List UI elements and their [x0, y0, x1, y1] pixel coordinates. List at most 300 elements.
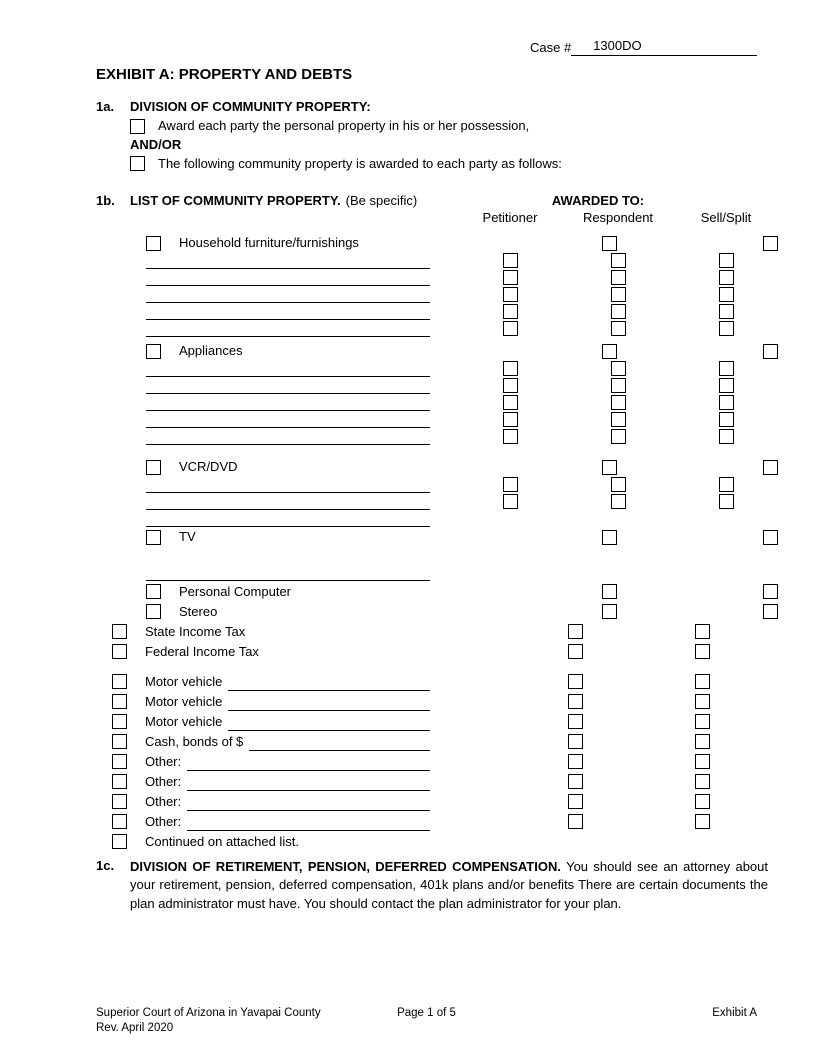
list-row-left	[0, 304, 456, 320]
checkbox-respondent[interactable]	[695, 644, 710, 659]
checkbox-petitioner[interactable]	[503, 361, 518, 376]
list-row-left	[0, 235, 456, 251]
award-cell-sellsplit	[672, 494, 780, 510]
write-in-line[interactable]	[146, 287, 430, 303]
checkbox-petitioner[interactable]	[503, 395, 518, 410]
page-footer	[96, 1006, 757, 1036]
checkbox-respondent[interactable]	[611, 395, 626, 410]
award-cell-respondent	[583, 644, 710, 661]
checkbox-sellsplit[interactable]	[719, 253, 734, 268]
section-1c-heading: DIVISION OF RETIREMENT, PENSION, DEFERRED COMPENSATION.	[130, 859, 561, 874]
checkbox-sellsplit[interactable]	[719, 270, 734, 285]
checkbox-respondent[interactable]	[611, 304, 626, 319]
list-row	[0, 428, 816, 445]
footer-page-number: Page 1 of 5	[397, 1007, 456, 1019]
checkbox-petitioner[interactable]	[568, 694, 583, 709]
checkbox-respondent[interactable]	[611, 321, 626, 336]
item-checkbox[interactable]	[112, 794, 127, 809]
list-row-left	[0, 429, 456, 445]
award-cells	[456, 361, 780, 377]
item-checkbox[interactable]	[146, 530, 161, 545]
award-cell-sellsplit	[778, 584, 816, 601]
award-cell-sellsplit	[672, 378, 780, 394]
list-row-left	[0, 644, 456, 661]
be-specific-note: (Be specific)	[345, 193, 418, 208]
list-row-left	[0, 624, 456, 641]
item-checkbox[interactable]	[112, 644, 127, 659]
award-cell-respondent	[564, 395, 672, 411]
award-cells	[456, 412, 780, 428]
award-cell-petitioner	[456, 412, 564, 428]
checkbox-petitioner[interactable]	[568, 644, 583, 659]
write-in-line[interactable]	[249, 746, 430, 751]
option-possession-row	[130, 118, 756, 134]
item-checkbox[interactable]	[112, 834, 127, 849]
award-cell-petitioner	[456, 694, 583, 711]
award-cell-respondent	[564, 429, 672, 445]
award-cell-sellsplit	[778, 604, 816, 621]
list-row	[0, 691, 816, 711]
checkbox-petitioner[interactable]	[503, 304, 518, 319]
checkbox-sellsplit[interactable]	[719, 477, 734, 492]
award-cell-respondent	[617, 344, 778, 360]
award-cells	[456, 530, 816, 546]
write-in-line[interactable]	[146, 494, 430, 510]
award-cell-petitioner	[456, 270, 564, 286]
checkbox-respondent[interactable]	[611, 429, 626, 444]
checkbox-petitioner[interactable]	[602, 344, 617, 359]
award-cell-respondent	[583, 624, 710, 641]
award-cell-sellsplit	[710, 814, 816, 831]
item-checkbox[interactable]	[146, 344, 161, 359]
checkbox-respondent[interactable]	[611, 378, 626, 393]
item-label: Cash, bonds of $	[145, 734, 244, 750]
award-cells	[456, 236, 816, 252]
award-cell-respondent	[564, 378, 672, 394]
list-row-left	[0, 253, 456, 269]
checkbox-possession[interactable]	[130, 119, 145, 134]
list-row	[0, 771, 816, 791]
checkbox-respondent[interactable]	[695, 624, 710, 639]
award-cell-respondent	[564, 270, 672, 286]
list-row	[0, 581, 816, 601]
column-header-petitioner: Petitioner	[482, 210, 538, 226]
award-cell-sellsplit	[710, 624, 816, 641]
list-row-left	[0, 674, 456, 691]
item-label: Appliances	[179, 343, 243, 359]
list-row	[0, 811, 816, 831]
list-row	[0, 510, 816, 527]
item-checkbox[interactable]	[112, 624, 127, 639]
checkbox-respondent[interactable]	[763, 584, 778, 599]
item-checkbox[interactable]	[112, 674, 127, 689]
checkbox-respondent[interactable]	[695, 794, 710, 809]
list-row	[0, 731, 816, 751]
list-row	[0, 476, 816, 493]
write-in-line[interactable]	[146, 477, 430, 493]
award-cells	[456, 714, 816, 731]
list-row	[0, 751, 816, 771]
list-row-left	[0, 494, 456, 510]
award-column-headers	[0, 210, 816, 226]
checkbox-respondent[interactable]	[763, 236, 778, 251]
award-cell-respondent	[564, 477, 672, 493]
item-label: Personal Computer	[179, 584, 291, 600]
list-row-left	[0, 814, 456, 831]
item-checkbox[interactable]	[112, 754, 127, 769]
item-label: Continued on attached list.	[145, 834, 299, 850]
award-cell-petitioner	[456, 674, 583, 691]
list-row	[0, 394, 816, 411]
list-row	[0, 341, 816, 360]
award-cell-respondent	[583, 674, 710, 691]
checkbox-sellsplit[interactable]	[719, 304, 734, 319]
item-checkbox[interactable]	[146, 584, 161, 599]
section-1a-heading: DIVISION OF COMMUNITY PROPERTY:	[130, 99, 371, 114]
award-cell-petitioner	[456, 494, 564, 510]
award-cell-petitioner	[456, 477, 564, 493]
page-title: EXHIBIT A: PROPERTY AND DEBTS	[96, 66, 353, 83]
list-row-left	[0, 477, 456, 493]
award-cells	[456, 694, 816, 711]
checkbox-sellsplit[interactable]	[719, 361, 734, 376]
award-cell-petitioner	[456, 429, 564, 445]
award-cell-sellsplit	[710, 714, 816, 731]
item-checkbox[interactable]	[112, 814, 127, 829]
column-header-respondent: Respondent	[582, 210, 654, 226]
list-row-left	[0, 459, 456, 475]
list-spacer	[0, 546, 816, 564]
write-in-line[interactable]	[187, 826, 430, 831]
checkbox-petitioner[interactable]	[602, 460, 617, 475]
list-row	[0, 601, 816, 621]
write-in-line[interactable]	[146, 304, 430, 320]
checkbox-sellsplit[interactable]	[719, 395, 734, 410]
checkbox-petitioner[interactable]	[503, 287, 518, 302]
award-cell-sellsplit	[710, 774, 816, 791]
award-cell-petitioner	[456, 344, 617, 360]
item-label: Motor vehicle	[145, 714, 223, 730]
write-in-line[interactable]	[187, 786, 430, 791]
write-in-line[interactable]	[228, 726, 430, 731]
write-in-line[interactable]	[146, 511, 430, 527]
award-cell-respondent	[617, 584, 778, 601]
checkbox-petitioner[interactable]	[602, 530, 617, 545]
award-cell-respondent	[583, 814, 710, 831]
list-row	[0, 233, 816, 252]
item-label: Other:	[145, 814, 182, 830]
award-cells	[456, 378, 780, 394]
case-label: Case #	[530, 40, 572, 55]
list-row	[0, 411, 816, 428]
award-cell-petitioner	[456, 395, 564, 411]
award-cell-petitioner	[456, 624, 583, 641]
andor-label: AND/OR	[130, 136, 182, 152]
checkbox-petitioner[interactable]	[503, 477, 518, 492]
case-number-field[interactable]: 1300DO	[571, 38, 757, 56]
list-row	[0, 791, 816, 811]
list-spacer	[0, 445, 816, 457]
checkbox-respondent[interactable]	[695, 754, 710, 769]
award-cell-petitioner	[456, 774, 583, 791]
list-row-left	[0, 343, 456, 359]
award-cell-sellsplit	[710, 674, 816, 691]
award-cells	[456, 429, 780, 445]
section-1c-body: You should see an attorney about your retirement, pension, deferred compensation, 401k plans and/or benefits There are certain documents the plan administrator must have. You should contact the plan administrator for your plan.	[130, 859, 768, 911]
checkbox-petitioner[interactable]	[503, 412, 518, 427]
list-row-left	[0, 834, 456, 851]
list-row-left	[0, 714, 456, 731]
write-in-line[interactable]	[187, 766, 430, 771]
award-cells	[456, 321, 780, 337]
section-1a-number: 1a.	[96, 99, 115, 114]
checkbox-respondent[interactable]	[611, 494, 626, 509]
award-cells	[456, 674, 816, 691]
checkbox-sellsplit[interactable]	[719, 494, 734, 509]
checkbox-respondent[interactable]	[695, 694, 710, 709]
write-in-line[interactable]	[146, 395, 430, 411]
award-cell-petitioner	[456, 287, 564, 303]
award-cell-respondent	[583, 734, 710, 751]
write-in-line[interactable]	[187, 806, 430, 811]
write-in-line[interactable]	[146, 378, 430, 394]
item-label: Other:	[145, 794, 182, 810]
section-1a	[96, 99, 756, 172]
checkbox-sellsplit[interactable]	[719, 378, 734, 393]
list-row	[0, 377, 816, 394]
list-row-left	[0, 412, 456, 428]
checkbox-sellsplit[interactable]	[719, 412, 734, 427]
checkbox-respondent[interactable]	[695, 674, 710, 689]
award-cell-sellsplit	[778, 236, 816, 252]
list-row-left	[0, 395, 456, 411]
checkbox-respondent[interactable]	[763, 344, 778, 359]
checkbox-petitioner[interactable]	[568, 624, 583, 639]
award-cell-sellsplit	[778, 460, 816, 476]
checkbox-petitioner[interactable]	[568, 734, 583, 749]
checkbox-respondent[interactable]	[695, 814, 710, 829]
section-1b	[0, 193, 816, 851]
list-row-left	[0, 529, 456, 545]
award-cells	[456, 644, 816, 661]
list-row	[0, 252, 816, 269]
award-cell-petitioner	[456, 644, 583, 661]
checkbox-respondent[interactable]	[763, 460, 778, 475]
checkbox-sellsplit[interactable]	[719, 429, 734, 444]
checkbox-respondent[interactable]	[695, 714, 710, 729]
list-row	[0, 564, 816, 581]
award-cell-respondent	[583, 714, 710, 731]
list-row-left	[0, 321, 456, 337]
item-label: Federal Income Tax	[145, 644, 259, 660]
checkbox-petitioner[interactable]	[568, 794, 583, 809]
checkbox-respondent[interactable]	[611, 287, 626, 302]
checkbox-petitioner[interactable]	[503, 378, 518, 393]
award-cells	[456, 604, 816, 621]
item-label: State Income Tax	[145, 624, 246, 640]
checkbox-petitioner[interactable]	[503, 429, 518, 444]
list-row	[0, 527, 816, 546]
checkbox-sellsplit[interactable]	[719, 287, 734, 302]
award-cell-petitioner	[456, 734, 583, 751]
award-cells	[456, 794, 816, 811]
checkbox-petitioner[interactable]	[568, 814, 583, 829]
write-in-line[interactable]	[146, 270, 430, 286]
checkbox-petitioner[interactable]	[503, 321, 518, 336]
checkbox-community-list[interactable]	[130, 156, 145, 171]
award-cell-petitioner	[456, 460, 617, 476]
award-cell-sellsplit	[672, 412, 780, 428]
write-in-line[interactable]	[228, 686, 430, 691]
award-cell-sellsplit	[710, 694, 816, 711]
award-cell-petitioner	[456, 378, 564, 394]
award-cell-respondent	[583, 754, 710, 771]
write-in-line[interactable]	[146, 429, 430, 445]
list-row	[0, 457, 816, 476]
item-label: Other:	[145, 754, 182, 770]
award-cell-sellsplit	[710, 794, 816, 811]
item-label: Household furniture/furnishings	[179, 235, 359, 251]
checkbox-petitioner[interactable]	[503, 494, 518, 509]
checkbox-petitioner[interactable]	[568, 774, 583, 789]
award-cells	[456, 494, 780, 510]
award-cell-sellsplit	[778, 344, 816, 360]
item-checkbox[interactable]	[146, 236, 161, 251]
award-cell-sellsplit	[672, 395, 780, 411]
checkbox-respondent[interactable]	[611, 361, 626, 376]
write-in-line[interactable]	[146, 412, 430, 428]
award-cell-petitioner	[456, 814, 583, 831]
award-cells	[456, 253, 780, 269]
award-cells	[456, 734, 816, 751]
list-row	[0, 286, 816, 303]
award-cell-sellsplit	[672, 477, 780, 493]
item-checkbox[interactable]	[146, 460, 161, 475]
award-cell-respondent	[583, 794, 710, 811]
checkbox-petitioner[interactable]	[568, 714, 583, 729]
checkbox-respondent[interactable]	[695, 774, 710, 789]
write-in-line[interactable]	[146, 321, 430, 337]
item-checkbox[interactable]	[112, 694, 127, 709]
award-cell-petitioner	[456, 236, 617, 252]
checkbox-respondent[interactable]	[611, 412, 626, 427]
checkbox-sellsplit[interactable]	[719, 321, 734, 336]
award-cell-respondent	[583, 774, 710, 791]
award-cell-respondent	[617, 236, 778, 252]
write-in-line[interactable]	[146, 253, 430, 269]
list-row-left	[0, 694, 456, 711]
list-row	[0, 303, 816, 320]
section-1c	[96, 858, 768, 913]
write-in-line[interactable]	[146, 361, 430, 377]
column-header-spacer	[0, 210, 456, 226]
award-cell-petitioner	[456, 754, 583, 771]
item-checkbox[interactable]	[112, 774, 127, 789]
list-row-left	[0, 565, 456, 581]
list-row	[0, 621, 816, 641]
award-cell-petitioner	[456, 321, 564, 337]
award-cell-respondent	[564, 361, 672, 377]
list-spacer	[0, 661, 816, 671]
column-header-sellsplit: Sell/Split	[700, 210, 752, 226]
award-cells	[456, 304, 780, 320]
award-cell-petitioner	[456, 361, 564, 377]
checkbox-petitioner[interactable]	[503, 270, 518, 285]
item-checkbox[interactable]	[146, 604, 161, 619]
list-row-left	[0, 754, 456, 771]
checkbox-petitioner[interactable]	[568, 754, 583, 769]
list-row	[0, 641, 816, 661]
award-cells	[456, 270, 780, 286]
checkbox-respondent[interactable]	[695, 734, 710, 749]
checkbox-petitioner[interactable]	[503, 253, 518, 268]
section-1b-number: 1b.	[96, 193, 115, 208]
award-cell-petitioner	[456, 714, 583, 731]
option-community-list-row	[130, 156, 756, 172]
list-row-left	[0, 270, 456, 286]
footer-court-name: Superior Court of Arizona in Yavapai County	[96, 1007, 321, 1019]
write-in-line[interactable]	[146, 565, 430, 581]
checkbox-respondent[interactable]	[611, 270, 626, 285]
option-possession-text: Award each party the personal property in his or her possession,	[158, 118, 530, 134]
list-row-left	[0, 511, 456, 527]
checkbox-respondent[interactable]	[611, 477, 626, 492]
item-checkbox[interactable]	[112, 734, 127, 749]
checkbox-respondent[interactable]	[611, 253, 626, 268]
award-cell-sellsplit	[710, 754, 816, 771]
list-row	[0, 269, 816, 286]
list-row-left	[0, 584, 456, 601]
award-cell-respondent	[617, 530, 778, 546]
list-row-left	[0, 361, 456, 377]
award-cell-petitioner	[456, 604, 617, 621]
award-cell-petitioner	[456, 304, 564, 320]
list-row-left	[0, 604, 456, 621]
award-cells	[456, 774, 816, 791]
award-cell-petitioner	[456, 530, 617, 546]
award-cell-respondent	[564, 253, 672, 269]
award-cells	[456, 624, 816, 641]
award-cell-respondent	[583, 694, 710, 711]
award-cells	[456, 395, 780, 411]
checkbox-petitioner[interactable]	[602, 604, 617, 619]
award-cell-sellsplit	[672, 253, 780, 269]
item-label: Motor vehicle	[145, 694, 223, 710]
section-1b-heading: LIST OF COMMUNITY PROPERTY.	[130, 193, 341, 208]
case-number-row	[530, 38, 757, 56]
award-cells	[456, 754, 816, 771]
checkbox-petitioner[interactable]	[602, 584, 617, 599]
checkbox-petitioner[interactable]	[568, 674, 583, 689]
award-cell-sellsplit	[778, 530, 816, 546]
footer-revision-date: Rev. April 2020	[96, 1021, 174, 1034]
award-cell-sellsplit	[672, 429, 780, 445]
award-cell-sellsplit	[710, 734, 816, 751]
list-row-left	[0, 774, 456, 791]
write-in-line[interactable]	[228, 706, 430, 711]
award-cell-sellsplit	[672, 361, 780, 377]
checkbox-petitioner[interactable]	[602, 236, 617, 251]
list-row-left	[0, 734, 456, 751]
list-row-left	[0, 794, 456, 811]
checkbox-respondent[interactable]	[763, 530, 778, 545]
list-row	[0, 711, 816, 731]
award-cells	[456, 460, 816, 476]
checkbox-respondent[interactable]	[763, 604, 778, 619]
item-checkbox[interactable]	[112, 714, 127, 729]
option-community-list-text: The following community property is awarded to each party as follows:	[158, 155, 562, 171]
award-cells	[456, 344, 816, 360]
